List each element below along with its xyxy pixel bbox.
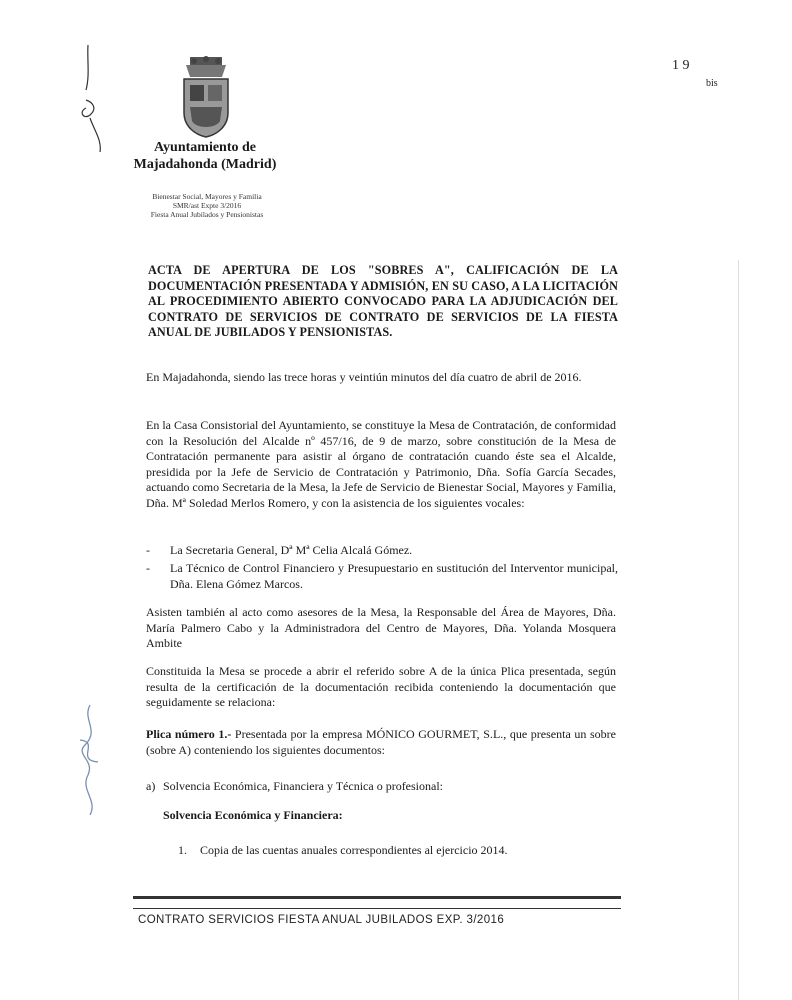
- list-marker: a): [146, 779, 156, 793]
- list-item: Copia de las cuentas anuales correspondientes al ejercicio 2014.: [200, 843, 508, 857]
- bullet-item: La Técnico de Control Financiero y Presupuestario en sustitución del Interventor municipal, Dña. Elena Gómez Marcos.: [170, 561, 618, 591]
- page-number: 1 9: [672, 58, 690, 73]
- handwritten-signature: [60, 700, 120, 820]
- paragraph-opening: Constituida la Mesa se procede a abrir el referido sobre A de la única Plica presentada, según resulta de la certificación de la documentación recibida conteniendo la documentación que seguidamente se relaciona:: [146, 664, 616, 710]
- organization-meta: [112, 192, 302, 219]
- footer-text: CONTRATO SERVICIOS FIESTA ANUAL JUBILADOS EXP. 3/2016: [138, 914, 505, 926]
- meta-line: Bienestar Social, Mayores y Familia: [152, 192, 262, 201]
- paragraph-constitution: En la Casa Consistorial del Ayuntamiento, se constituye la Mesa de Contratación, de conformidad con la Resolución del Alcalde nº 457/16, de 9 de marzo, sobre constitución de la Mesa de Contratación permanente para asistir al órgano de contratación cuando éste sea el Alcalde, presidida por la Jefe de Servicio de Contratación y Patrimonio, Dña. Sofía García Secades, actuando como Secretaria de la Mesa, la Jefe de Servicio de Bienestar Social, Mayores y Familia, Dña. Mª Soledad Merlos Romero, y con la asistencia de los siguientes vocales:: [146, 418, 616, 510]
- document-title: ACTA DE APERTURA DE LOS "SOBRES A", CALIFICACIÓN DE LA DOCUMENTACIÓN PRESENTADA Y ADMISIÓN, EN SU CASO, A LA LICITACIÓN AL PROCEDIMIENTO ABIERTO CONVOCADO PARA LA ADJUDICACIÓN DEL CONTRATO DE SERVICIOS DE CONTRATO DE SERVICIOS DE LA FIESTA ANUAL DE JUBILADOS Y PENSIONISTAS.: [148, 263, 618, 340]
- coat-of-arms-icon: [176, 55, 236, 139]
- bullet-marker: -: [146, 543, 150, 557]
- plica-text: Presentada por la empresa MÓNICO GOURMET, S.L., que presenta un sobre (sobre A) conteniendo los siguientes documentos:: [146, 727, 616, 757]
- bullet-marker: -: [146, 561, 150, 575]
- footer-rule: [133, 908, 621, 909]
- page-edge: [738, 260, 739, 1000]
- paragraph-plica: [146, 727, 616, 758]
- meta-line: SMR/ast Expte 3/2016: [172, 201, 242, 210]
- paragraph-advisors: Asisten también al acto como asesores de la Mesa, la Responsable del Área de Mayores, Dña. María Palmero Cabo y la Administradora del Centro de Mayores, Dña. Yolanda Mosquera Ambite: [146, 605, 616, 651]
- list-marker: 1.: [178, 843, 187, 857]
- bullet-item: La Secretaria General, Dª Mª Celia Alcalá Gómez.: [170, 543, 413, 557]
- paragraph-date: En Majadahonda, siendo las trece horas y veintiún minutos del día cuatro de abril de 2016.: [146, 370, 582, 384]
- meta-line: Fiesta Anual Jubilados y Pensionistas: [150, 210, 264, 219]
- list-item: Solvencia Económica, Financiera y Técnica o profesional:: [163, 779, 444, 793]
- plica-label: Plica número 1.-: [146, 727, 232, 741]
- handwritten-mark: [60, 40, 120, 160]
- footer-rule: [133, 896, 621, 899]
- subheading: Solvencia Económica y Financiera:: [163, 808, 343, 822]
- organization-name: Ayuntamiento de Majadahonda (Madrid): [133, 140, 277, 172]
- page-suffix: bis: [706, 78, 718, 89]
